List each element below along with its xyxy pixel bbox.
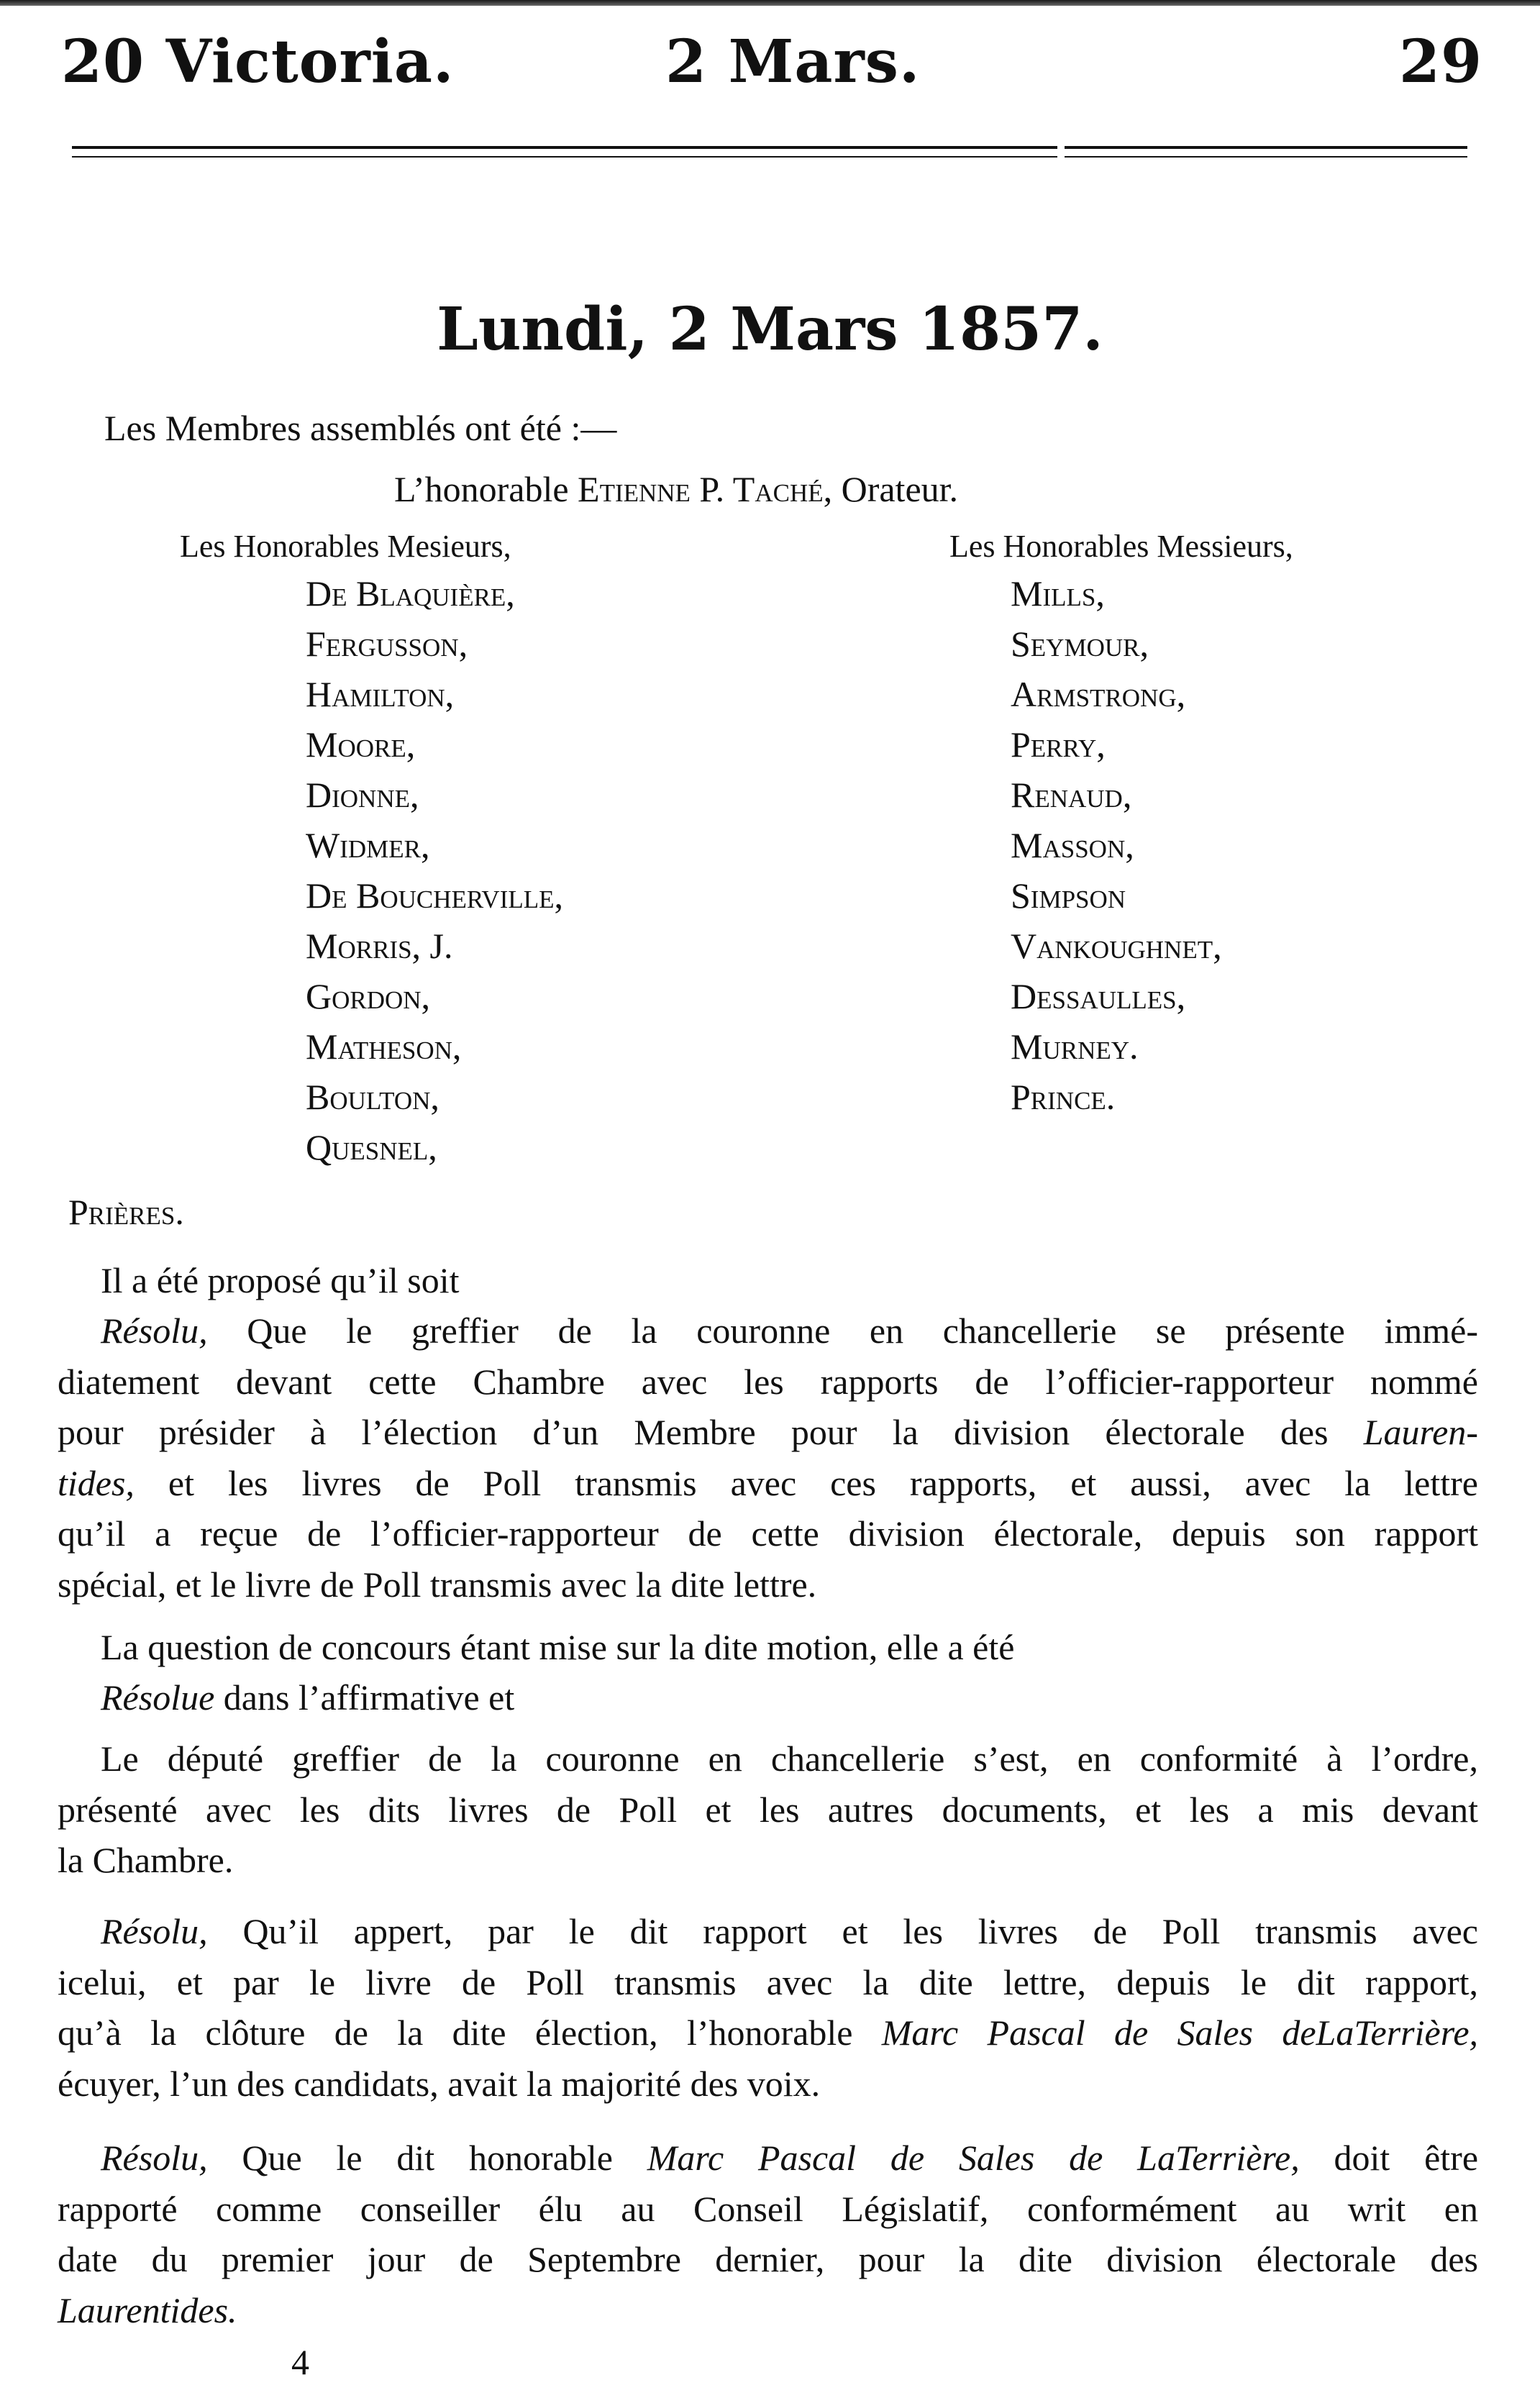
- paragraph-line: date du premier jour de Septembre dernier, pour la dite division électorale des: [58, 2239, 1478, 2279]
- paragraph-line: [58, 2133, 1478, 2184]
- list-item: Widmer,: [306, 825, 430, 865]
- paragraph-line: [58, 2007, 1478, 2059]
- place-name: tides,: [58, 1462, 135, 1503]
- list-item: Matheson,: [306, 1026, 462, 1067]
- rule-left-bottom: [72, 156, 1057, 158]
- rule-right-bottom: [1065, 156, 1467, 158]
- resolu-label: Résolu,: [101, 2138, 208, 2178]
- list-item: Armstrong,: [1011, 674, 1186, 714]
- list-item: Gordon,: [306, 976, 431, 1016]
- list-item: Prince.: [1011, 1077, 1116, 1117]
- resolue-line: [101, 1672, 514, 1723]
- paragraph-line: [58, 1407, 1478, 1458]
- paragraph-line: rapporté comme conseiller élu au Conseil Législatif, conformément au writ en: [58, 2188, 1478, 2229]
- signature-mark: 4: [291, 2342, 309, 2382]
- paragraph-line: [58, 1906, 1478, 1957]
- list-item: Fergusson,: [306, 624, 468, 664]
- paragraph-line: diatement devant cette Chambre avec les rapports de l’officier-rapporteur nommé: [58, 1361, 1478, 1402]
- place-name: Laurentides.: [58, 2289, 237, 2330]
- resolue-label: Résolue: [101, 1677, 215, 1718]
- left-column-heading: Les Honorables Mesieurs,: [180, 529, 511, 564]
- list-item: Masson,: [1011, 825, 1134, 865]
- list-item: Mills,: [1011, 573, 1105, 614]
- resolu-label: Résolu,: [101, 1310, 208, 1351]
- list-item: Murney.: [1011, 1026, 1139, 1067]
- place-name: Lauren-: [1363, 1412, 1478, 1452]
- person-name: Marc Pascal de Sales deLaTerrière,: [881, 2012, 1479, 2053]
- deputy-paragraph: [58, 1733, 1478, 1886]
- person-name: Marc Pascal de Sales de LaTerrière,: [647, 2138, 1300, 2178]
- list-item: Renaud,: [1011, 775, 1132, 815]
- speaker-prefix: L’honorable: [394, 469, 569, 509]
- line-text: Qu’il appert, par le dit rapport et les livres de Poll transmis avec: [242, 1911, 1479, 1951]
- motion-intro: Il a été proposé qu’il soit: [101, 1260, 460, 1300]
- rule-left-top: [72, 146, 1057, 149]
- line-text: doit être: [1334, 2138, 1479, 2178]
- page-title: Lundi, 2 Mars 1857.: [437, 295, 1103, 364]
- right-member-list: [1011, 568, 1222, 1122]
- paragraph-line: présenté avec les dits livres de Poll et les autres documents, et les a mis devant: [58, 1789, 1478, 1830]
- list-item: Simpson: [1011, 875, 1126, 916]
- paragraph-line: [58, 1305, 1478, 1357]
- list-item: Seymour,: [1011, 624, 1149, 664]
- line-text: qu’à la clôture de la dite élection, l’honorable: [58, 2012, 853, 2053]
- speaker-name: Etienne P. Taché: [578, 469, 824, 509]
- list-item: Dionne,: [306, 775, 419, 815]
- list-item: De Blaquière,: [306, 573, 515, 614]
- paragraph-line: Le député greffier de la couronne en chancellerie s’est, en conformité à l’ordre,: [101, 1738, 1478, 1779]
- line-text: Que le dit honorable: [242, 2138, 613, 2178]
- list-item: De Boucherville,: [306, 875, 564, 916]
- speaker-line: [394, 464, 958, 514]
- running-header: [0, 20, 1540, 99]
- question-line: La question de concours étant mise sur la dite motion, elle a été: [101, 1627, 1015, 1667]
- line-text: dans l’affirmative et: [223, 1677, 515, 1718]
- list-item: Moore,: [306, 724, 416, 765]
- list-item: Morris, J.: [306, 926, 453, 966]
- motion-paragraph: [58, 1305, 1478, 1610]
- majority-paragraph: [58, 1906, 1478, 2109]
- members-intro: Les Membres assemblés ont été :—: [104, 408, 617, 448]
- paragraph-line: icelui, et par le livre de Poll transmis avec la dite lettre, depuis le dit rapport,: [58, 1961, 1478, 2002]
- paragraph-line: [58, 2285, 1478, 2336]
- list-item: Dessaulles,: [1011, 976, 1186, 1016]
- list-item: Perry,: [1011, 724, 1106, 765]
- line-text: pour présider à l’élection d’un Membre pour la division électorale des: [58, 1412, 1329, 1452]
- list-item: Boulton,: [306, 1077, 439, 1117]
- line-text: et les livres de Poll transmis avec ces rapports, et aussi, avec la lettre: [168, 1462, 1478, 1503]
- election-paragraph: [58, 2133, 1478, 2335]
- list-item: Quesnel,: [306, 1127, 437, 1167]
- header-date: 2 Mars.: [665, 27, 921, 96]
- paragraph-line: [58, 1458, 1478, 1509]
- list-item: Hamilton,: [306, 674, 455, 714]
- paragraph-line: la Chambre.: [58, 1840, 234, 1880]
- header-rules: [72, 146, 1467, 168]
- line-text: Que le greffier de la couronne en chancellerie se présente immé-: [247, 1310, 1479, 1351]
- top-border: [0, 0, 1540, 6]
- list-item: Vankoughnet,: [1011, 926, 1222, 966]
- page-number: 29: [1399, 27, 1483, 96]
- rule-right-top: [1065, 146, 1467, 149]
- paragraph-line: spécial, et le livre de Poll transmis avec la dite lettre.: [58, 1564, 817, 1605]
- resolu-label: Résolu,: [101, 1911, 208, 1951]
- paragraph-line: qu’il a reçue de l’officier-rapporteur de cette division électorale, depuis son rapport: [58, 1513, 1478, 1554]
- left-member-list: [306, 568, 563, 1172]
- paragraph-line: écuyer, l’un des candidats, avait la majorité des voix.: [58, 2063, 821, 2104]
- speaker-suffix: , Orateur.: [823, 469, 959, 509]
- right-column-heading: Les Honorables Messieurs,: [949, 529, 1293, 564]
- prayers-label: Prières.: [68, 1192, 184, 1232]
- header-regnal-year: 20 Victoria.: [61, 27, 455, 96]
